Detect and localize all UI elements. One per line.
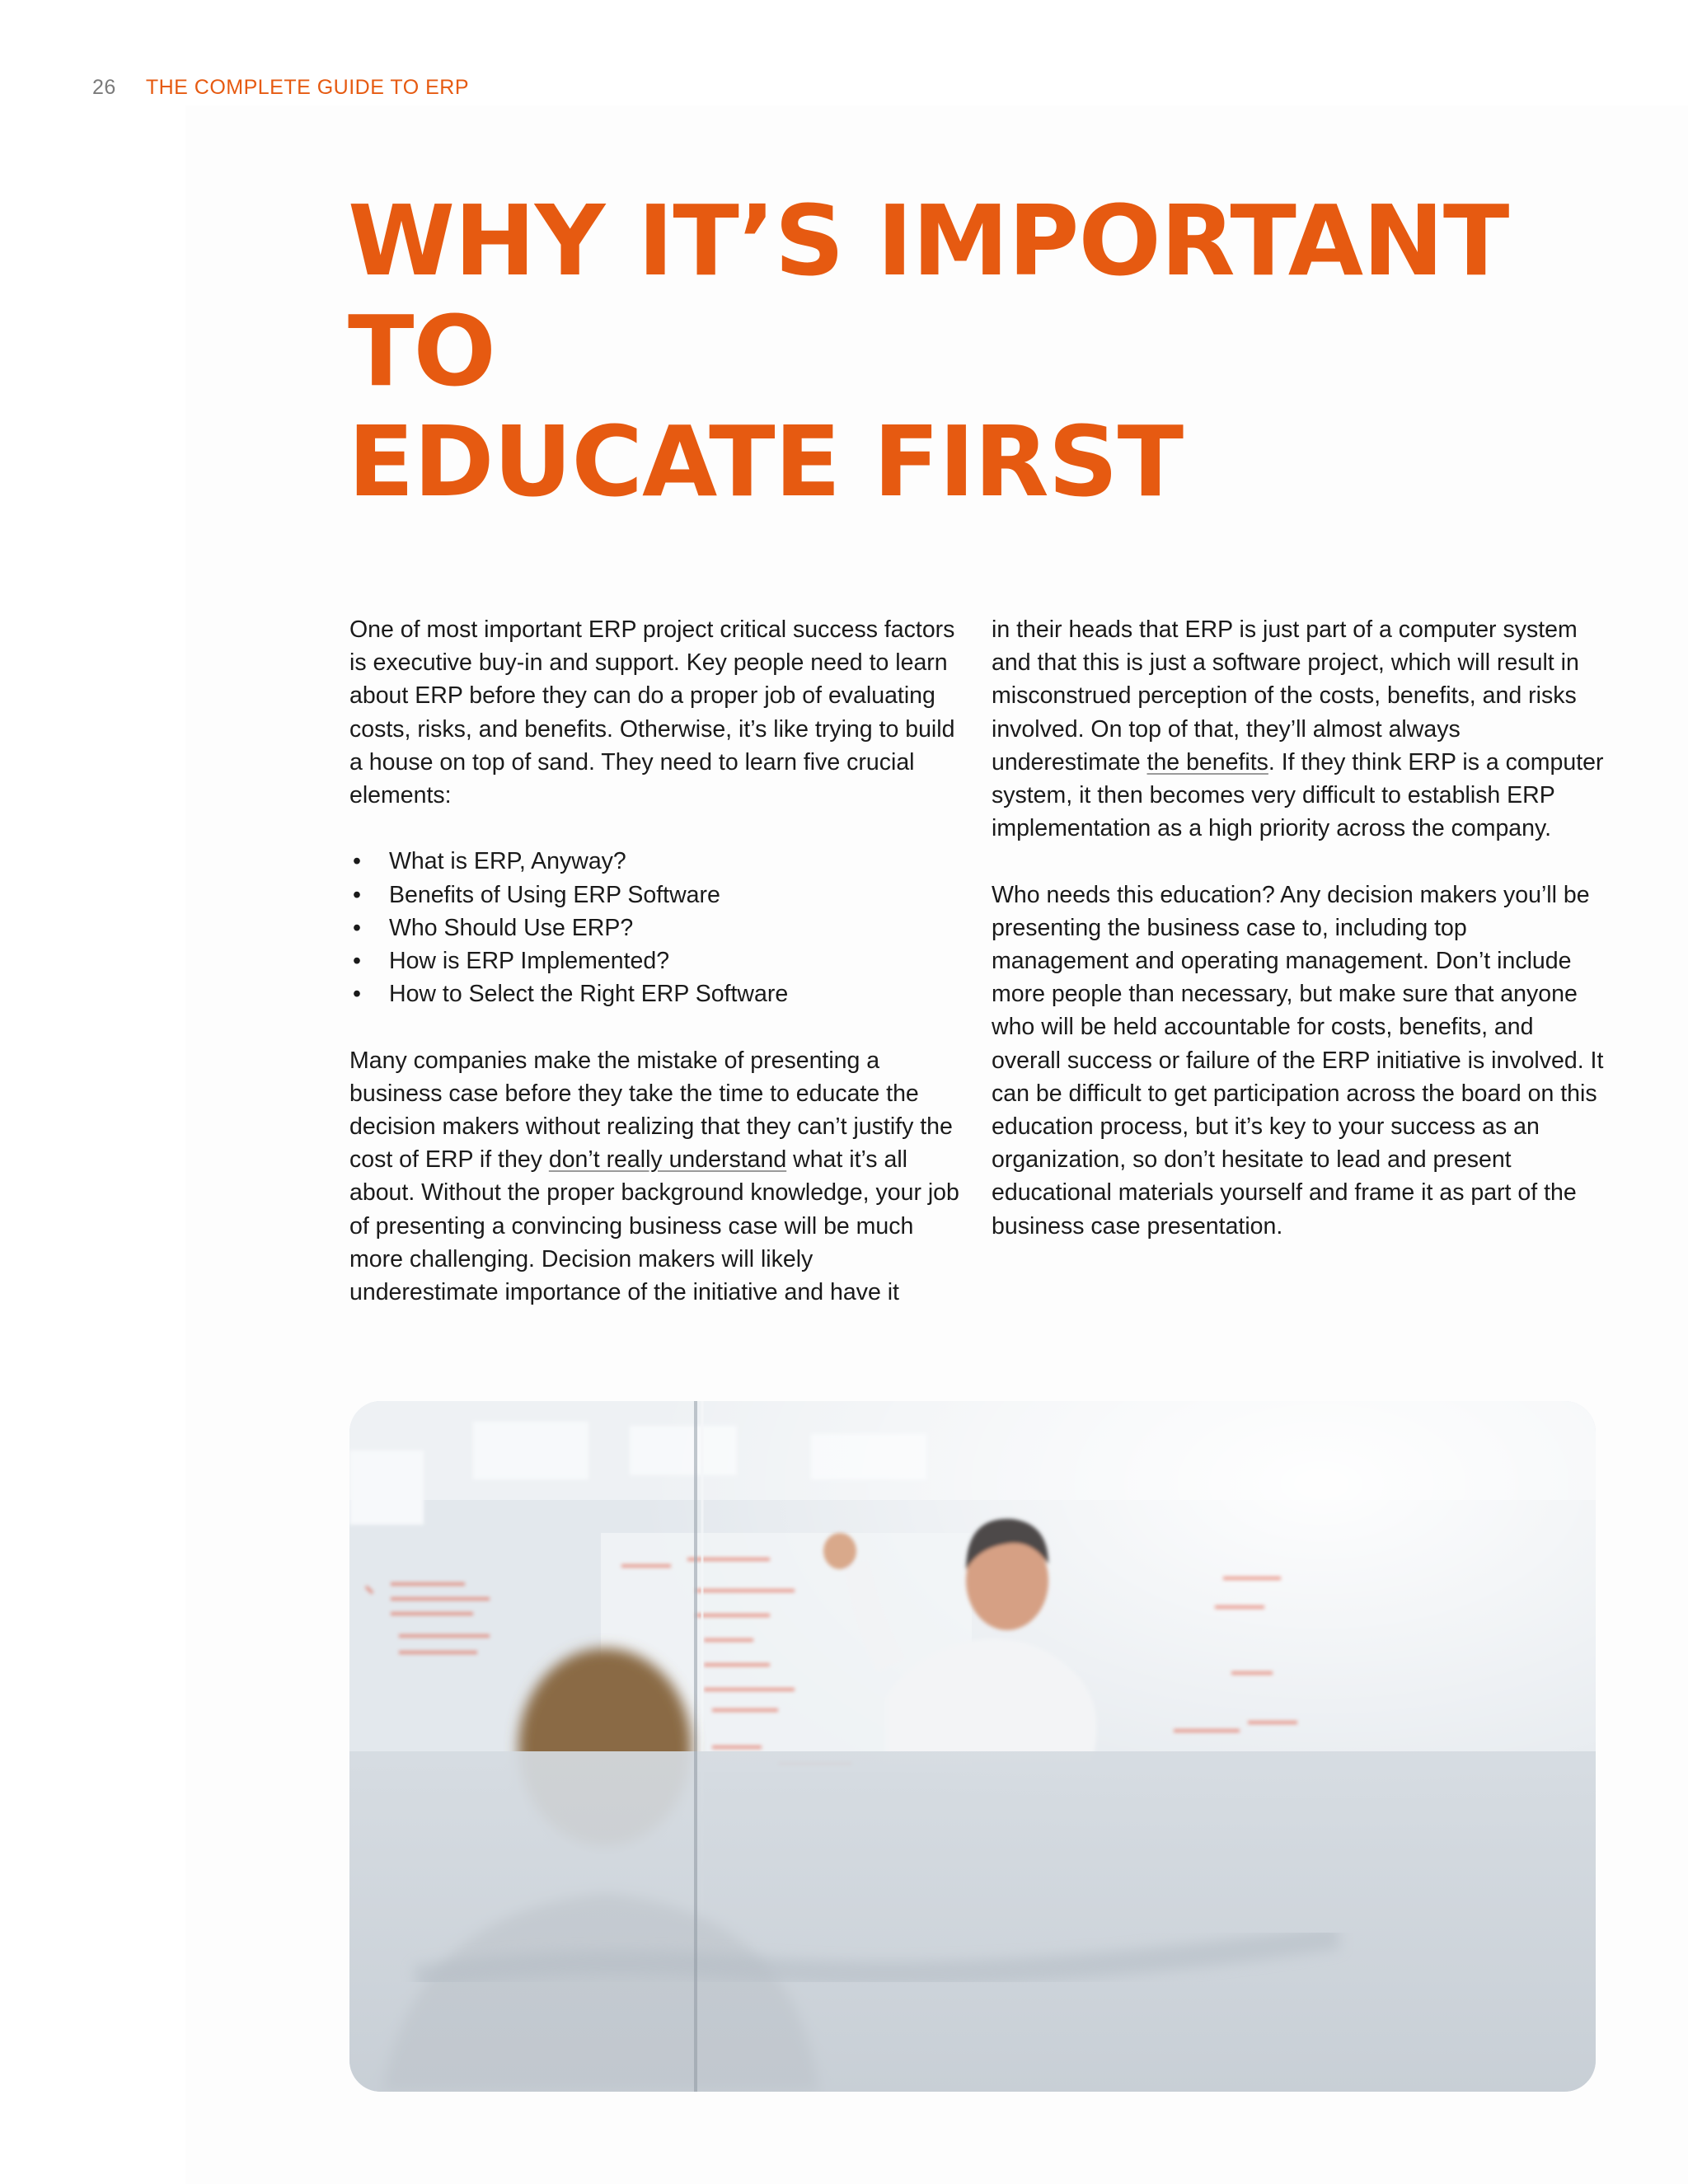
page-title-line-2: EDUCATE FIRST	[348, 405, 1184, 518]
elements-list	[349, 845, 959, 1010]
left-text-column	[349, 613, 959, 1309]
list-item: • What is ERP, Anyway?	[349, 845, 959, 878]
running-title: THE COMPLETE GUIDE TO ERP	[145, 75, 470, 99]
list-item: • How is ERP Implemented?	[349, 944, 959, 977]
list-item: • How to Select the Right ERP Software	[349, 977, 959, 1010]
mistake-paragraph-text-start: Many companies make the mistake of presenting a business case before they take the time to educate the decision makers without realizing that they can’t justify the cost of ERP if they	[349, 1047, 953, 1174]
list-item: • Benefits of Using ERP Software	[349, 879, 959, 912]
dont-really-understand-link[interactable]: don’t really understand	[548, 1146, 787, 1174]
running-header	[92, 73, 469, 102]
perception-paragraph-text-start: in their heads that ERP is just part of a computer system and that this is just a software project, which will result in misconstrued perception of the costs, benefits, and risks involved. On top of that, they’ll almost always underestimate	[992, 616, 1579, 776]
perception-paragraph-text-end: . If they think ERP is a computer system, it then becomes very difficult to establish ERP implementation as a high priority across the company.	[992, 748, 1604, 842]
photo-illustration	[349, 1401, 1596, 2092]
perception-paragraph	[992, 613, 1606, 845]
audience-paragraph: Who needs this education? Any decision makers you’ll be presenting the business case to, including top management and operating management. Don’t include more people than necessary, but make sure that anyone who will be held accountable for costs, benefits, and overall success or failure of the ERP initiative is involved. It can be difficult to get participation across the board on this education process, but it’s key to your success as an organization, so don’t hesitate to lead and present educational materials yourself and frame it as part of the business case presentation.	[992, 881, 1604, 1240]
right-text-column	[992, 613, 1606, 1243]
list-item: • Who Should Use ERP?	[349, 912, 959, 944]
page-title-line-1: WHY IT’S IMPORTANT TO	[348, 184, 1509, 408]
page-number: 26	[92, 75, 116, 99]
intro-paragraph: One of most important ERP project critical success factors is executive buy-in and support. Key people need to learn about ERP before they can do a proper job of evaluating costs, risks, and benefits. Otherwise, it’s like trying to build a house on top of sand. They need to learn five crucial elements:	[349, 616, 955, 809]
office-whiteboard-photo	[349, 1401, 1596, 2092]
page-title	[348, 185, 1634, 517]
mistake-paragraph-text-end: what it’s all about. Without the proper background knowledge, your job of presenting a convincing business case will be much more challenging. Decision makers will likely underestimate importance of the initiative and have it	[349, 1146, 959, 1306]
the-benefits-link[interactable]: the benefits	[1146, 748, 1268, 776]
mistake-paragraph	[349, 1044, 959, 1310]
